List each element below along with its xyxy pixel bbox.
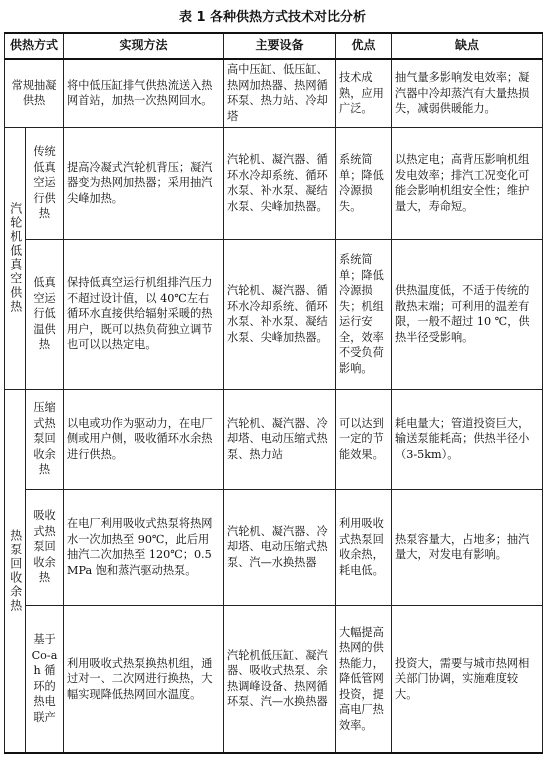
pros-cell: 可以达到一定的节能效果。 <box>336 389 392 489</box>
cons-cell: 耗电量大；管道投资巨大，输送泵能耗高；供热半径小（3-5km）。 <box>392 389 543 489</box>
table-title: 表 1 各种供热方式技术对比分析 <box>178 10 367 25</box>
pros-cell: 利用吸收式热泵回收余热，耗电低。 <box>336 489 392 605</box>
pros-cell: 系统简单；降低冷源损失；机组运行安全，效率不受负荷影响。 <box>336 239 392 389</box>
method-cell: 常规抽凝供热 <box>5 59 64 127</box>
pros-cell: 系统简单；降低冷源损失。 <box>336 127 392 239</box>
table-row <box>5 605 543 753</box>
method-cell: 低真空运行低温供热 <box>26 239 64 389</box>
cons-cell: 抽气量多影响发电效率；凝汽器中冷却蒸汽有大量热损失，减弱供暖能力。 <box>392 59 543 127</box>
pros-cell: 技术成熟，应用广泛。 <box>336 59 392 127</box>
implementation-cell: 以电或功作为驱动力，在电厂侧或用户侧，吸收循环水余热进行供热。 <box>64 389 224 489</box>
header-row <box>5 33 543 59</box>
equipment-cell: 汽轮机、凝汽器、冷却塔、电动压缩式热泵、汽—水换热器 <box>224 489 336 605</box>
method-cell: 基于 Co-ah 循环的热电联产 <box>26 605 64 753</box>
comparison-table <box>4 32 543 754</box>
header-equipment: 主要设备 <box>224 33 336 59</box>
equipment-cell: 汽轮机、凝汽器、冷却塔、电动压缩式热泵、热力站 <box>224 389 336 489</box>
equipment-cell: 汽轮机低压缸、凝汽器、吸收式热泵、余热调峰设备、热网循环泵、汽—水换热器 <box>224 605 336 753</box>
method-cell: 压缩式热泵回收余热 <box>26 389 64 489</box>
table-row <box>5 389 543 489</box>
group-label-heat-pump: 热泵回收余热 <box>5 389 26 753</box>
implementation-cell: 保持低真空运行机组排汽压力不超过设计值，以 40℃左右循环水直接供给辐射采暖的热用户，既可以热负荷独立调节也可以以热定电。 <box>64 239 224 389</box>
header-pros: 优点 <box>336 33 392 59</box>
implementation-cell: 在电厂利用吸收式热泵将热网水一次加热至 90℃，此后用抽汽二次加热至 120℃；0.5MPa 饱和蒸汽驱动热泵。 <box>64 489 224 605</box>
equipment-cell: 汽轮机、凝汽器、循环水冷却系统、循环水泵、补水泵、凝结水泵、尖峰加热器。 <box>224 127 336 239</box>
method-cell: 传统低真空运行供热 <box>26 127 64 239</box>
group-label-low-vacuum: 汽轮机低真空供热 <box>5 127 26 389</box>
table-row <box>5 127 543 239</box>
method-cell: 吸收式热泵回收余热 <box>26 489 64 605</box>
cons-cell: 以热定电；高背压影响机组发电效率；排汽工况变化可能会影响机组安全性；维护量大，寿命短。 <box>392 127 543 239</box>
table-row <box>5 59 543 127</box>
implementation-cell: 利用吸收式热泵换热机组，通过对一、二次网进行换热，大幅实现降低热网回水温度。 <box>64 605 224 753</box>
table-row <box>5 239 543 389</box>
equipment-cell: 汽轮机、凝汽器、循环水冷却系统、循环水泵、补水泵、凝结水泵、尖峰加热器。 <box>224 239 336 389</box>
cons-cell: 投资大，需要与城市热网相关部门协调，实施难度较大。 <box>392 605 543 753</box>
implementation-cell: 提高冷凝式汽轮机背压；凝汽器变为热网加热器；采用抽汽尖峰加热。 <box>64 127 224 239</box>
cons-cell: 供热温度低，不适于传统的散热末端；可利用的温差有限，一般不超过 10 ℃，供热半径受影响。 <box>392 239 543 389</box>
header-cons: 缺点 <box>392 33 543 59</box>
implementation-cell: 将中低压缸排气供热流送入热网首站，加热一次热网回水。 <box>64 59 224 127</box>
equipment-cell: 高中压缸、低压缸、热网加热器、热网循环泵、热力站、冷却塔 <box>224 59 336 127</box>
table-row <box>5 489 543 605</box>
header-implementation: 实现方法 <box>64 33 224 59</box>
cons-cell: 热泵容量大，占地多；抽汽量大，对发电有影响。 <box>392 489 543 605</box>
header-method: 供热方式 <box>5 33 64 59</box>
pros-cell: 大幅提高热网的供热能力，降低管网投资，提高电厂热效率。 <box>336 605 392 753</box>
